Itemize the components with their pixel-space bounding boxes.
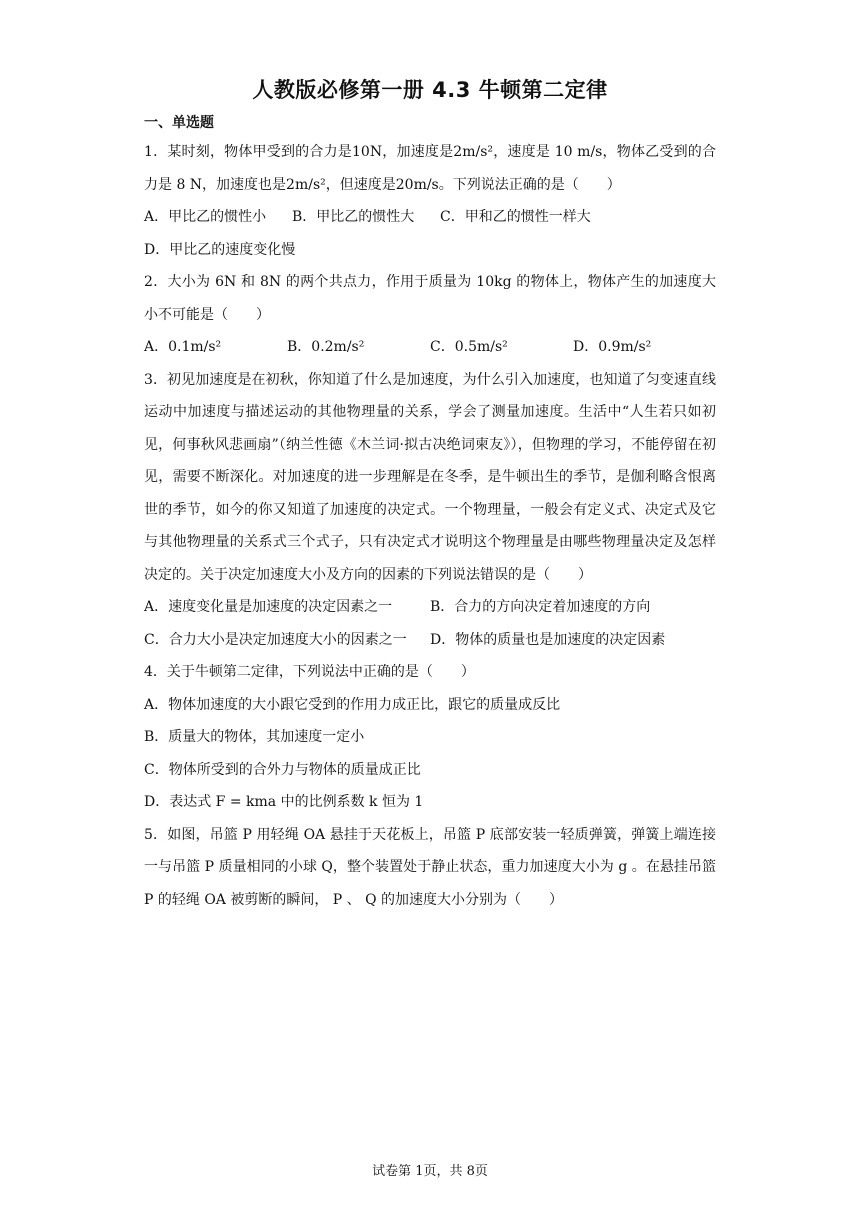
- question-4-option-a[interactable]: A．物体加速度的大小跟它受到的作用力成正比，跟它的质量成反比: [144, 696, 561, 713]
- page-footer: 试卷第 1页，共 8页: [372, 1164, 488, 1179]
- question-4-option-b[interactable]: B．质量大的物体，其加速度一定小: [144, 729, 365, 745]
- question-3-options-ab: [144, 591, 716, 624]
- question-4-option-c[interactable]: C．物体所受到的合外力与物体的质量成正比: [144, 761, 421, 778]
- section-heading: 一、单选题: [144, 115, 214, 131]
- question-1-stem: 1．某时刻，物体甲受到的合力是10N，加速度是2m/s²，速度是 10 m/s，物体乙受到的合力是 8 N，加速度也是2m/s²，但速度是20m/s。下列说法正确的是（ ）: [144, 144, 716, 193]
- question-4-option-d[interactable]: D．表达式 F = kma 中的比例系数 k 恒为 1: [144, 794, 424, 810]
- page-title: 人教版必修第一册 4.3 牛顿第二定律: [252, 78, 608, 102]
- question-list: [144, 136, 716, 916]
- question-3-option-a[interactable]: A．速度变化量是加速度的决定因素之一: [144, 599, 393, 615]
- question-5-stem: 5．如图，吊篮 P 用轻绳 OA 悬挂于天花板上，吊篮 P 底部安装一轻质弹簧，弹簧上端连接一与吊篮 P 质量相同的小球 Q，整个装置处于静止状态，重力加速度大小为 g 。在悬挂吊篮 P 的轻绳 OA 被剪断的瞬间， P 、 Q 的加速度大小分别为（ ）: [144, 826, 716, 908]
- question-2-option-d[interactable]: D．0.9m/s²: [573, 339, 652, 355]
- question-2-option-b[interactable]: B．0.2m/s²: [287, 339, 365, 355]
- question-3-option-c[interactable]: C．合力大小是决定加速度大小的因素之一: [144, 631, 407, 648]
- question-1-option-b[interactable]: B．甲比乙的惯性大: [292, 209, 415, 225]
- question-2-options: [144, 331, 716, 364]
- question-3-option-b[interactable]: B．合力的方向决定着加速度的方向: [430, 599, 651, 615]
- question-3-stem: 3．初见加速度是在初秋，你知道了什么是加速度，为什么引入加速度，也知道了匀变速直线运动中加速度与描述运动的其他物理量的关系，学会了测量加速度。生活中“人生若只如初见，何事秋风悲画扇”（纳兰性德《木兰词·拟古决绝词柬友》），但物理的学习，不能停留在初见，需要不断深化。对加速度的进一步理解是在冬季，是牛顿出生的季节，是伽利略含恨离世的季节，如今的你又知道了加速度的决定式。一个物理量，一般会有定义式、决定式及它与其他物理量的关系式三个式子，只有决定式才说明这个物理量是由哪些物理量决定及怎样决定的。关于决定加速度大小及方向的因素的下列说法错误的是（ ）: [144, 371, 716, 583]
- question-4-stem: 4．关于牛顿第二定律，下列说法中正确的是（ ）: [144, 664, 475, 680]
- question-2-option-a[interactable]: A．0.1m/s²: [144, 339, 222, 355]
- question-1-options: [144, 201, 716, 234]
- question-1-option-a[interactable]: A．甲比乙的惯性小: [144, 209, 267, 225]
- question-2-stem: 2．大小为 6N 和 8N 的两个共点力，作用于质量为 10kg 的物体上，物体产生的加速度大小不可能是（ ）: [144, 274, 716, 323]
- question-1-option-c[interactable]: C．甲和乙的惯性一样大: [440, 209, 591, 225]
- question-1-option-d[interactable]: D．甲比乙的速度变化慢: [144, 241, 296, 258]
- question-2-option-c[interactable]: C．0.5m/s²: [430, 339, 508, 355]
- question-3-option-d[interactable]: D．物体的质量也是加速度的决定因素: [430, 631, 666, 648]
- question-3-options-cd: [144, 624, 716, 657]
